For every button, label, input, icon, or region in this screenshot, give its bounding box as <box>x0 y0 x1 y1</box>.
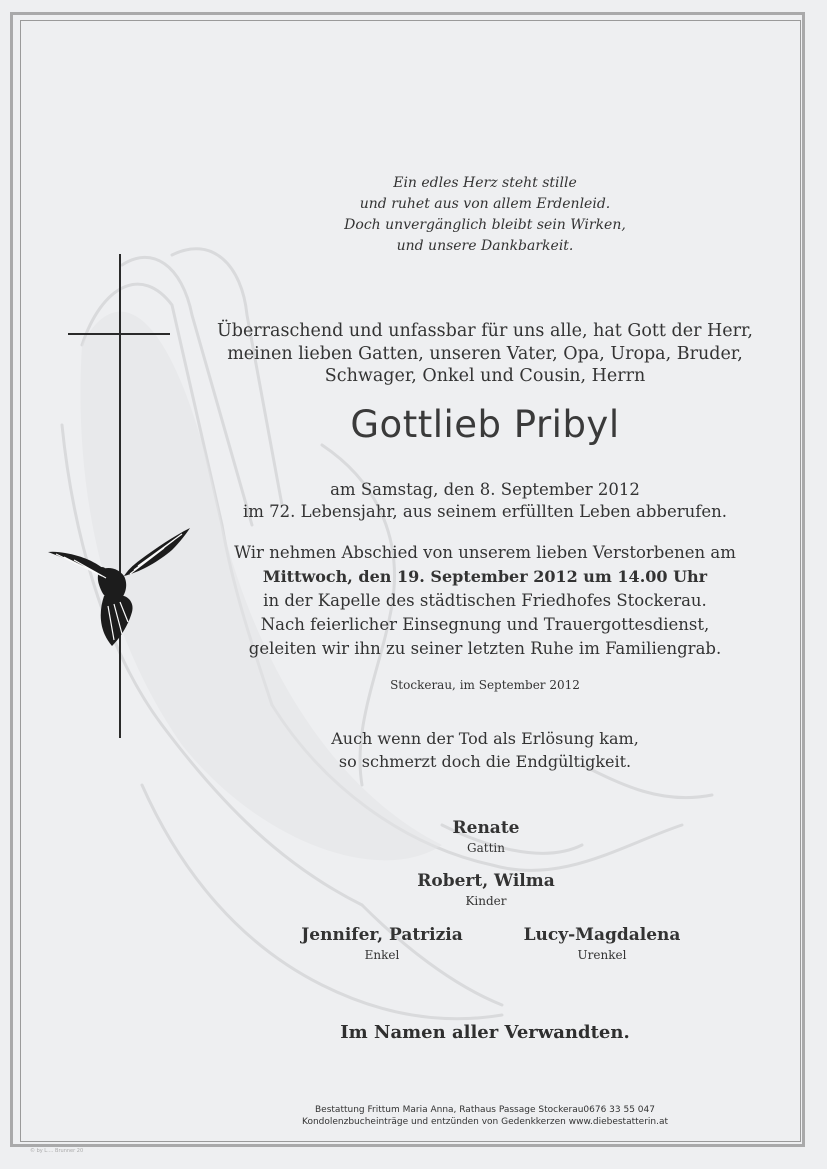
mourner-children <box>356 871 616 908</box>
mourner-name: Jennifer, Patrizia <box>301 925 463 945</box>
death-details <box>150 479 820 523</box>
mourner-grandchildren <box>262 925 502 962</box>
mourner-name: Robert, Wilma <box>417 871 555 891</box>
mourner-name: Renate <box>452 818 520 838</box>
farewell-line: Nach feierlicher Einsegnung und Trauergottesdienst, <box>260 615 710 634</box>
closing-signature: Im Namen aller Verwandten. <box>340 1022 630 1043</box>
undertaker-footer <box>150 1104 820 1128</box>
mourner-relation: Gattin <box>467 841 505 855</box>
footer-line: Kondolenzbucheinträge und entzünden von Gedenkkerzen www.diebestatterin.at <box>302 1117 668 1127</box>
dateline: Stockerau, im September 2012 <box>390 678 580 692</box>
memorial-poem <box>150 173 820 257</box>
death-line: im 72. Lebensjahr, aus seinem erfüllten Leben abberufen. <box>242 502 728 521</box>
poem-line: Doch unvergänglich bleibt sein Wirken, <box>344 217 626 233</box>
announcement-line: Schwager, Onkel und Cousin, Herrn <box>324 366 646 386</box>
mourner-spouse <box>386 818 586 855</box>
corner-mark: © by L.... Brunner 20 <box>30 1148 84 1154</box>
funeral-datetime: Mittwoch, den 19. September 2012 um 14.00 Uhr <box>262 567 708 586</box>
mourner-relation: Enkel <box>364 948 400 962</box>
farewell-intro: Wir nehmen Abschied von unserem lieben Verstorbenen am <box>234 543 736 562</box>
mourner-great-grandchild <box>492 925 712 962</box>
announcement-line: meinen lieben Gatten, unseren Vater, Opa, Uropa, Bruder, <box>227 343 743 364</box>
poem-line: und unsere Dankbarkeit. <box>396 238 574 254</box>
quote-line: Auch wenn der Tod als Erlösung kam, <box>331 729 639 748</box>
mourner-relation: Urenkel <box>577 948 627 962</box>
mourner-name: Lucy-Magdalena <box>523 925 681 945</box>
death-announcement <box>150 320 820 388</box>
footer-line: Bestattung Frittum Maria Anna, Rathaus Passage Stockerau0676 33 55 047 <box>315 1105 655 1115</box>
deceased-name: Gottlieb Pribyl <box>350 403 620 446</box>
cross-vertical <box>119 254 121 738</box>
farewell-line: in der Kapelle des städtischen Friedhofes Stockerau. <box>263 591 707 610</box>
mourner-relation: Kinder <box>465 894 507 908</box>
announcement-line: Überraschend und unfassbar für uns alle, hat Gott der Herr, <box>217 321 753 341</box>
poem-line: und ruhet aus von allem Erdenleid. <box>359 196 611 212</box>
farewell-line: geleiten wir ihn zu seiner letzten Ruhe im Familiengrab. <box>248 639 722 658</box>
funeral-details <box>150 541 820 661</box>
quote-line: so schmerzt doch die Endgültigkeit. <box>338 752 632 771</box>
closing-quote <box>150 727 820 773</box>
death-line: am Samstag, den 8. September 2012 <box>330 480 640 499</box>
poem-line: Ein edles Herz steht stille <box>393 175 577 191</box>
